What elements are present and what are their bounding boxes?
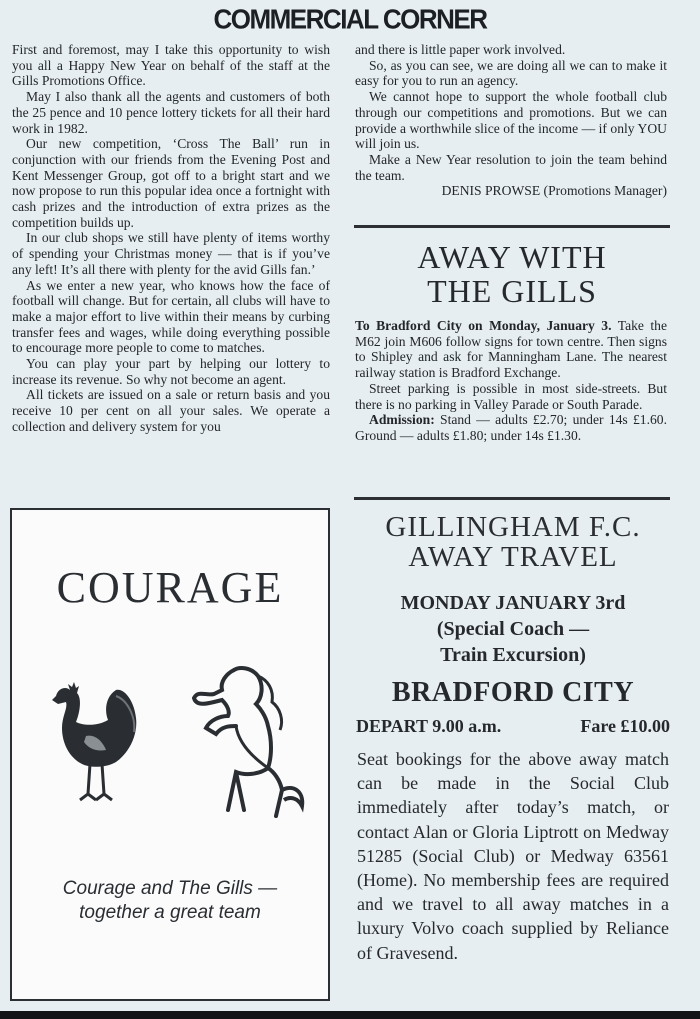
travel-date-line: Train Excursion) xyxy=(440,644,586,666)
article-paragraph: We cannot hope to support the whole football club through our competitions and promotions. But we can provide a worthwhile slice of the income — if only YOU will join us. xyxy=(355,89,667,152)
travel-club xyxy=(354,512,672,572)
away-travel-notice xyxy=(354,512,672,965)
travel-date xyxy=(354,590,672,668)
away-title xyxy=(354,240,670,308)
article-paragraph: Make a New Year resolution to join the team behind the team. xyxy=(355,151,667,183)
article-paragraph: and there is little paper work involved. xyxy=(355,42,566,57)
signature: DENIS PROWSE (Promotions Manager) xyxy=(441,183,667,199)
away-title-line: AWAY WITH xyxy=(417,239,607,275)
article-paragraph: In our club shops we still have plenty of items worthy of spending your Christmas money — that is if you’ve any left! It’s all there with plenty for the avid Gills fan.’ xyxy=(12,230,330,277)
travel-date-line: MONDAY JANUARY 3rd xyxy=(400,592,626,614)
away-destination: To Bradford City on Monday, January 3. xyxy=(355,318,612,333)
depart-time: DEPART 9.00 a.m. xyxy=(356,716,502,736)
ad-tagline-line: together a great team xyxy=(79,902,261,923)
cockerel-icon xyxy=(38,660,148,820)
away-parking: Street parking is possible in most side-streets. But there is no parking in Valley Parade or South Parade. xyxy=(355,380,667,412)
article-paragraph: So, as you can see, we are doing all we can to make it easy for you to run an agency. xyxy=(355,57,667,89)
article-paragraph: You can play your part by helping our lottery to increase its revenue. So why not become an agent. xyxy=(12,356,330,387)
page-bottom-border xyxy=(0,1011,700,1019)
away-title-line: THE GILLS xyxy=(427,273,597,309)
fare: Fare £10.00 xyxy=(580,716,670,736)
travel-club-line: GILLINGHAM F.C. xyxy=(385,511,641,543)
rampant-horse-icon xyxy=(176,660,316,825)
article-right-column xyxy=(355,42,667,199)
travel-club-line: AWAY TRAVEL xyxy=(408,541,618,573)
away-directions xyxy=(355,318,667,444)
section-divider xyxy=(354,497,670,500)
article-paragraph: As we enter a new year, who knows how the face of football will change. But for certain, all clubs will have to make a major effort to live within their means by curbing transfer fees and wages, while doing everything possible to encourage more people to come to matches. xyxy=(12,277,330,356)
ad-brand: COURAGE xyxy=(56,563,284,612)
admission-text: Stand — adults £2.70; under 14s £1.60. Ground — adults £1.80; under 14s £1.30. xyxy=(355,412,667,443)
ad-tagline xyxy=(12,877,328,925)
away-destination-paragraph xyxy=(355,318,667,381)
courage-advert xyxy=(10,508,330,1001)
article-left-column xyxy=(12,42,330,435)
away-directions-text: Take the M62 join M606 follow signs for town centre. Then signs to Shipley and ask for Manningham Lane. The nearest railway station is Bradford Exchange. xyxy=(355,318,667,381)
article-paragraph: First and foremost, may I take this opportunity to wish you all a Happy New Year on behalf of the staff at the Gills Promotions Office. xyxy=(12,42,330,89)
section-divider xyxy=(354,225,670,228)
travel-departure xyxy=(354,716,672,737)
ad-tagline-line: Courage and The Gills — xyxy=(62,878,278,899)
travel-details: Seat bookings for the above away match can be made in the Social Club immediately after today’s match, or contact Alan or Gloria Liptrott on Medway 51285 (Social Club) or Medway 63561 (Home). No membership fees are required and we travel to all away matches in a luxury Volvo coach supplied by Reliance of Gravesend. xyxy=(357,749,669,963)
admission-label: Admission: xyxy=(369,412,435,428)
page-heading: COMMERCIAL CORNER xyxy=(213,3,487,35)
article-paragraph: Our new competition, ‘Cross The Ball’ run in conjunction with our friends from the Evening Post and Kent Messenger Group, got off to a bright start and we now propose to run this popular idea once a fortnight with cash prizes and the introduction of extra prizes as the competition builds up. xyxy=(12,136,330,230)
article-paragraph: May I also thank all the agents and customers of both the 25 pence and 10 pence lottery tickets for all their hard work in 1982. xyxy=(12,89,330,136)
travel-date-line: (Special Coach — xyxy=(436,618,590,640)
article-paragraph: All tickets are issued on a sale or return basis and you receive 10 per cent on all your sales. We operate a collection and delivery system for you xyxy=(12,387,330,434)
travel-opponent: BRADFORD CITY xyxy=(391,677,635,708)
away-admission-paragraph xyxy=(355,412,667,443)
